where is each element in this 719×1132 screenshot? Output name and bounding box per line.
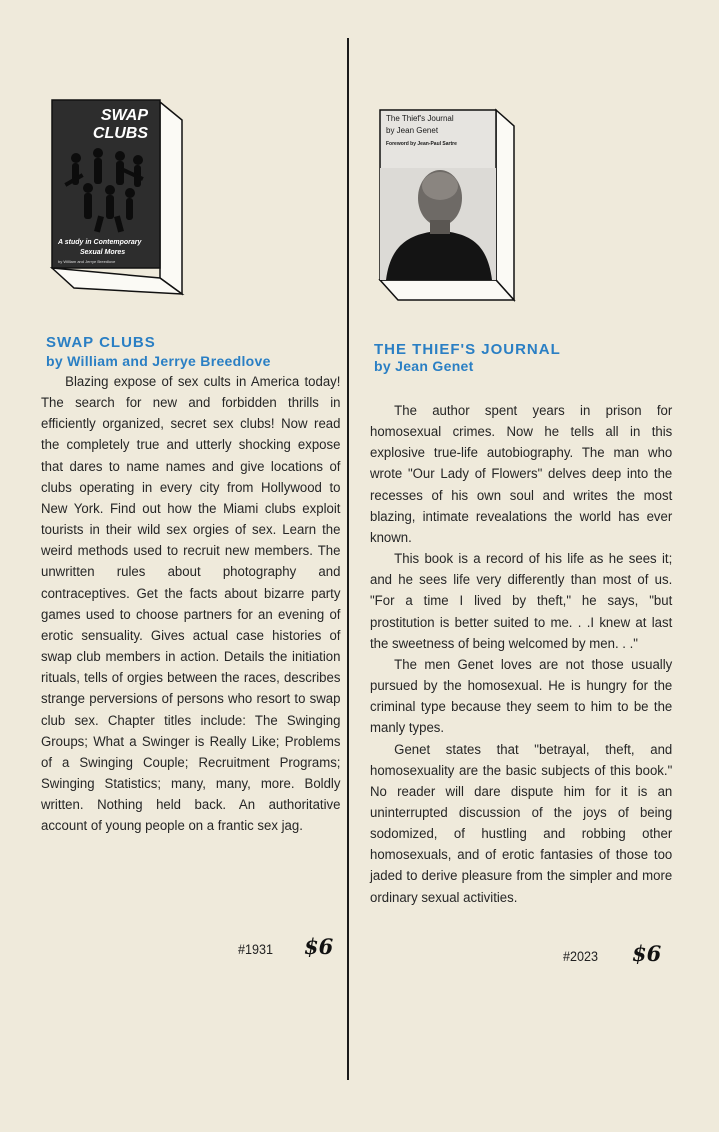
thiefs-journal-paragraph-1: The author spent years in prison for homosexual crimes. Now he tells all in this explosive true-life autobiography. The man who wrote "Our Lady of Flowers" delves deep into the recesses of his own soul and writes the most blazing, intimate revealations the world has ever known. bbox=[370, 403, 673, 546]
thiefs-journal-book-image bbox=[378, 108, 518, 304]
thiefs-journal-cover-drawing bbox=[378, 108, 518, 304]
swap-clubs-description-text: Blazing expose of sex cults in America today! The search for new and forbidden thrills in efficiently organized, secret sex clubs! Now read the completely true and utterly shocking expose that dares to name names and give locations of clubs operating in every city from Hollywood to New York. Find out how the Miami clubs exploit tourists in their wild sex orgies of sex. Learn the weird methods used to recruit new members. The unwritten rules about photography and contraceptives. Get the facts about bizarre party games used to choose partners for an evening of erotic sensuality. Gives actual case histories of swap club members in action. Details the initiation rituals, tells of orgies between the races, describes strange perversions of persons who resort to swap club sex. Chapter titles include: The Swinging Groups; What a Swinger is Really Like; Problems of a Swinging Couple; Recruitment Programs; Swinging Statistics; many, many, more. Boldly written. Nothing held back. An authoritative account of young people on a frantic sex jag. bbox=[41, 374, 341, 835]
column-divider bbox=[347, 38, 349, 1080]
thiefs-journal-cover-foreword: Foreword by Jean-Paul Sartre bbox=[386, 141, 457, 147]
thiefs-journal-catalog-number: #2023 bbox=[563, 948, 599, 964]
swap-clubs-book-image bbox=[50, 98, 190, 298]
thiefs-journal-cover-title: The Thief's Journal bbox=[386, 114, 454, 123]
thiefs-journal-paragraph-4: Genet states that "betrayal, theft, and homosexuality are the basic subjects of this book." No reader will dare dispute him for it is an uninterrupted discussion of the joys of being sodomized, of hustling and robbing other homosexuals, and of erotic fantasies of those too jaded to derive pleasure from the simpler and more ordinary sexual activities. bbox=[370, 741, 673, 906]
thiefs-journal-title: THE THIEF'S JOURNAL bbox=[374, 341, 561, 358]
swap-clubs-cover-title-1: SWAP bbox=[100, 107, 148, 124]
swap-clubs-catalog-number: #1931 bbox=[238, 941, 274, 957]
swap-clubs-title: SWAP CLUBS bbox=[46, 334, 156, 351]
swap-clubs-cover-title-2: CLUBS bbox=[92, 125, 148, 142]
swap-clubs-cover-drawing bbox=[50, 98, 190, 298]
thiefs-journal-paragraph-3: The men Genet loves are not those usually pursued by the homosexual. He is hungry for the criminal type because they seem to him to be the manly types. bbox=[370, 656, 673, 737]
swap-clubs-byline: by William and Jerrye Breedlove bbox=[46, 353, 271, 369]
thiefs-journal-cover-author: by Jean Genet bbox=[386, 126, 439, 135]
thiefs-journal-description bbox=[370, 401, 672, 909]
swap-clubs-price: $6 bbox=[304, 934, 334, 959]
thiefs-journal-paragraph-2: This book is a record of his life as he sees it; and he sees life very differently than most of us. "For a time I lived by theft," he says, "but prostitution is better suited to me. . .I knew at last the sweetness of being welcomed by men. . ." bbox=[370, 551, 673, 652]
swap-clubs-cover-subtitle-2: Sexual Mores bbox=[80, 249, 126, 256]
swap-clubs-cover-subtitle-1: A study in Contemporary bbox=[58, 239, 142, 246]
thiefs-journal-price: $6 bbox=[632, 941, 662, 966]
swap-clubs-description bbox=[41, 372, 340, 837]
swap-clubs-cover-authors: by William and Jerrye Breedlove bbox=[58, 259, 116, 264]
thiefs-journal-byline: by Jean Genet bbox=[374, 358, 474, 374]
